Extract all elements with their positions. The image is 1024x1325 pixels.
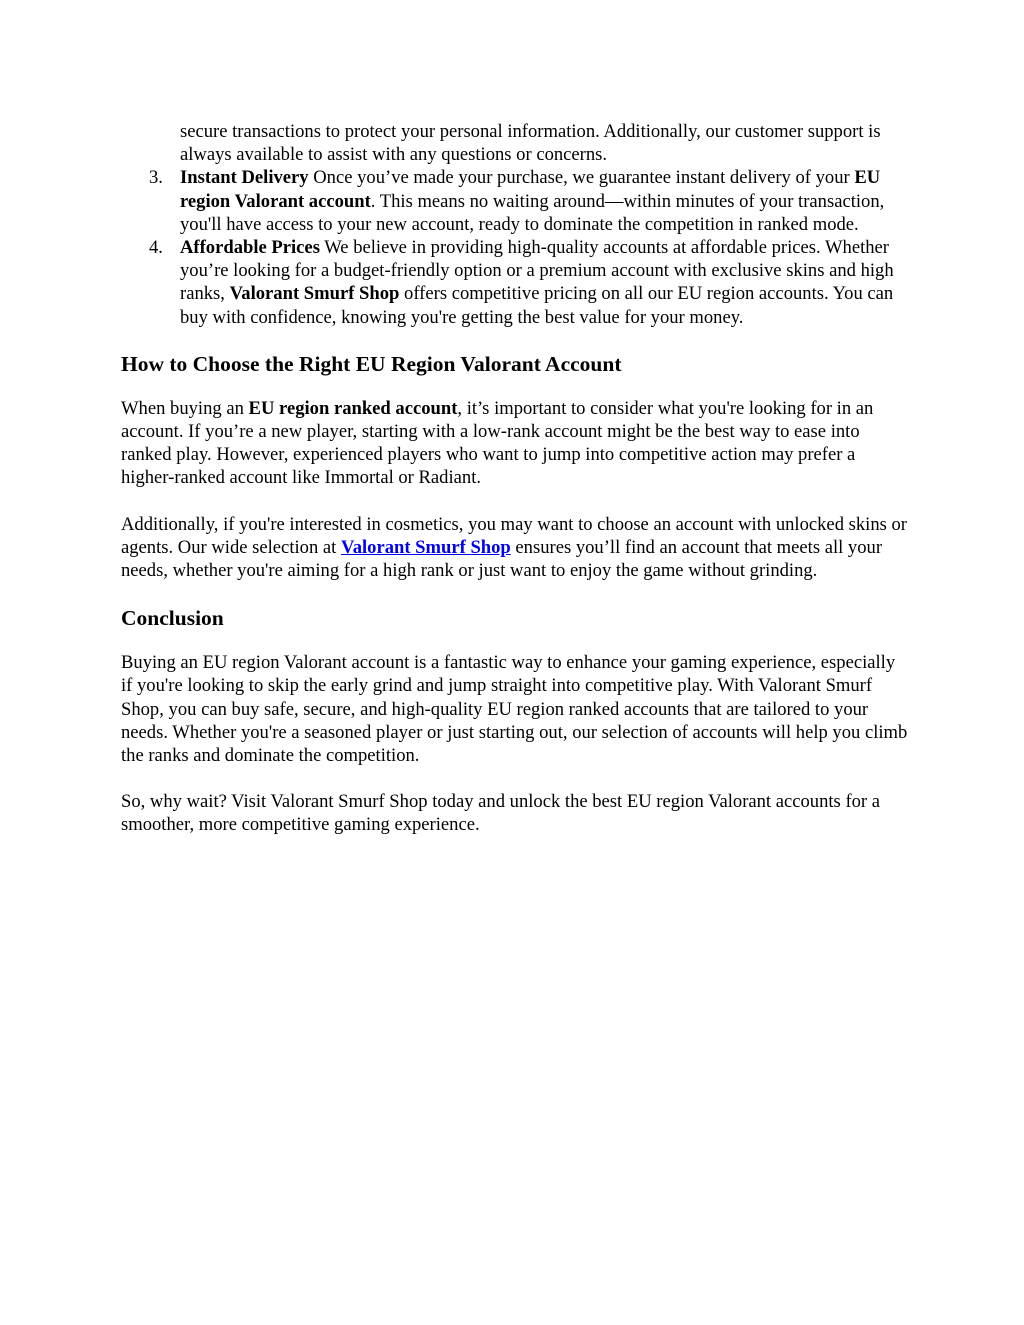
list-item-continuation: [180, 120, 910, 166]
paragraph-conclusion-2: So, why wait? Visit Valorant Smurf Shop today and unlock the best EU region Valorant accounts for a smoother, more competitive gaming experience.: [121, 791, 881, 836]
list-item-instant-delivery: [149, 166, 910, 236]
list-item-bold-phrase: EU region Valorant account: [180, 167, 881, 212]
list-item-text: We believe in providing high-quality accounts at affordable prices. Whether you’re looking for a budget-friendly option or a premium account with exclusive skins and high ranks,: [180, 237, 894, 305]
document-page: [121, 120, 911, 860]
section-heading-choose-account: How to Choose the Right EU Region Valorant Account: [121, 351, 622, 376]
list-item-number: 4.: [149, 237, 163, 259]
paragraph-text: ensures you’ll find an account that meets all your needs, whether you're aiming for a high rank or just want to enjoy the game without grinding.: [121, 536, 883, 582]
paragraph-text: , it’s important to consider what you're looking for in an account. If you’re a new player, starting with a low-rank account might be the best way to ease into ranked play. However, experienced players who want to jump into competitive action may prefer a higher-ranked account like Immortal or Radiant.: [121, 397, 874, 489]
list-item-text: offers competitive pricing on all our EU region accounts. You can buy with confidence, knowing you're getting the best value for your money.: [180, 283, 894, 328]
list-item-text: . This means no waiting around—within minutes of your transaction, you'll have access to your new account, ready to dominate the competition in ranked mode.: [180, 190, 885, 235]
list-item-text: Once you’ve made your purchase, we guarantee instant delivery of your: [308, 167, 855, 189]
paragraph-text: When buying an: [121, 397, 249, 419]
list-item-number: 3.: [149, 167, 163, 189]
paragraph-choose-1: [121, 397, 911, 490]
list-item-title: Affordable Prices: [180, 237, 320, 259]
list-item-affordable-prices: [149, 236, 910, 329]
paragraph-conclusion-1: Buying an EU region Valorant account is a fantastic way to enhance your gaming experience, especially if you're looking to skip the early grind and jump straight into competitive play. With Valorant Smurf Shop, you can buy safe, secure, and high-quality EU region ranked accounts that are tailored to your needs. Whether you're a seasoned player or just starting out, our selection of accounts will help you climb the ranks and dominate the competition.: [121, 652, 908, 767]
section-heading-conclusion: Conclusion: [121, 606, 224, 631]
paragraph-text: Additionally, if you're interested in cosmetics, you may want to choose an account with unlocked skins or agents. Our wide selection at: [121, 513, 908, 558]
list-item-title: Instant Delivery: [180, 167, 309, 189]
list-item-bold-phrase: Valorant Smurf Shop: [229, 283, 400, 305]
paragraph-choose-2: [121, 513, 911, 583]
paragraph-bold-phrase: EU region ranked account: [248, 397, 458, 419]
valorant-smurf-shop-link[interactable]: Valorant Smurf Shop: [340, 536, 511, 558]
list-continuation-text: secure transactions to protect your personal information. Additionally, our customer support is always available to assist with any questions or concerns.: [180, 121, 881, 166]
